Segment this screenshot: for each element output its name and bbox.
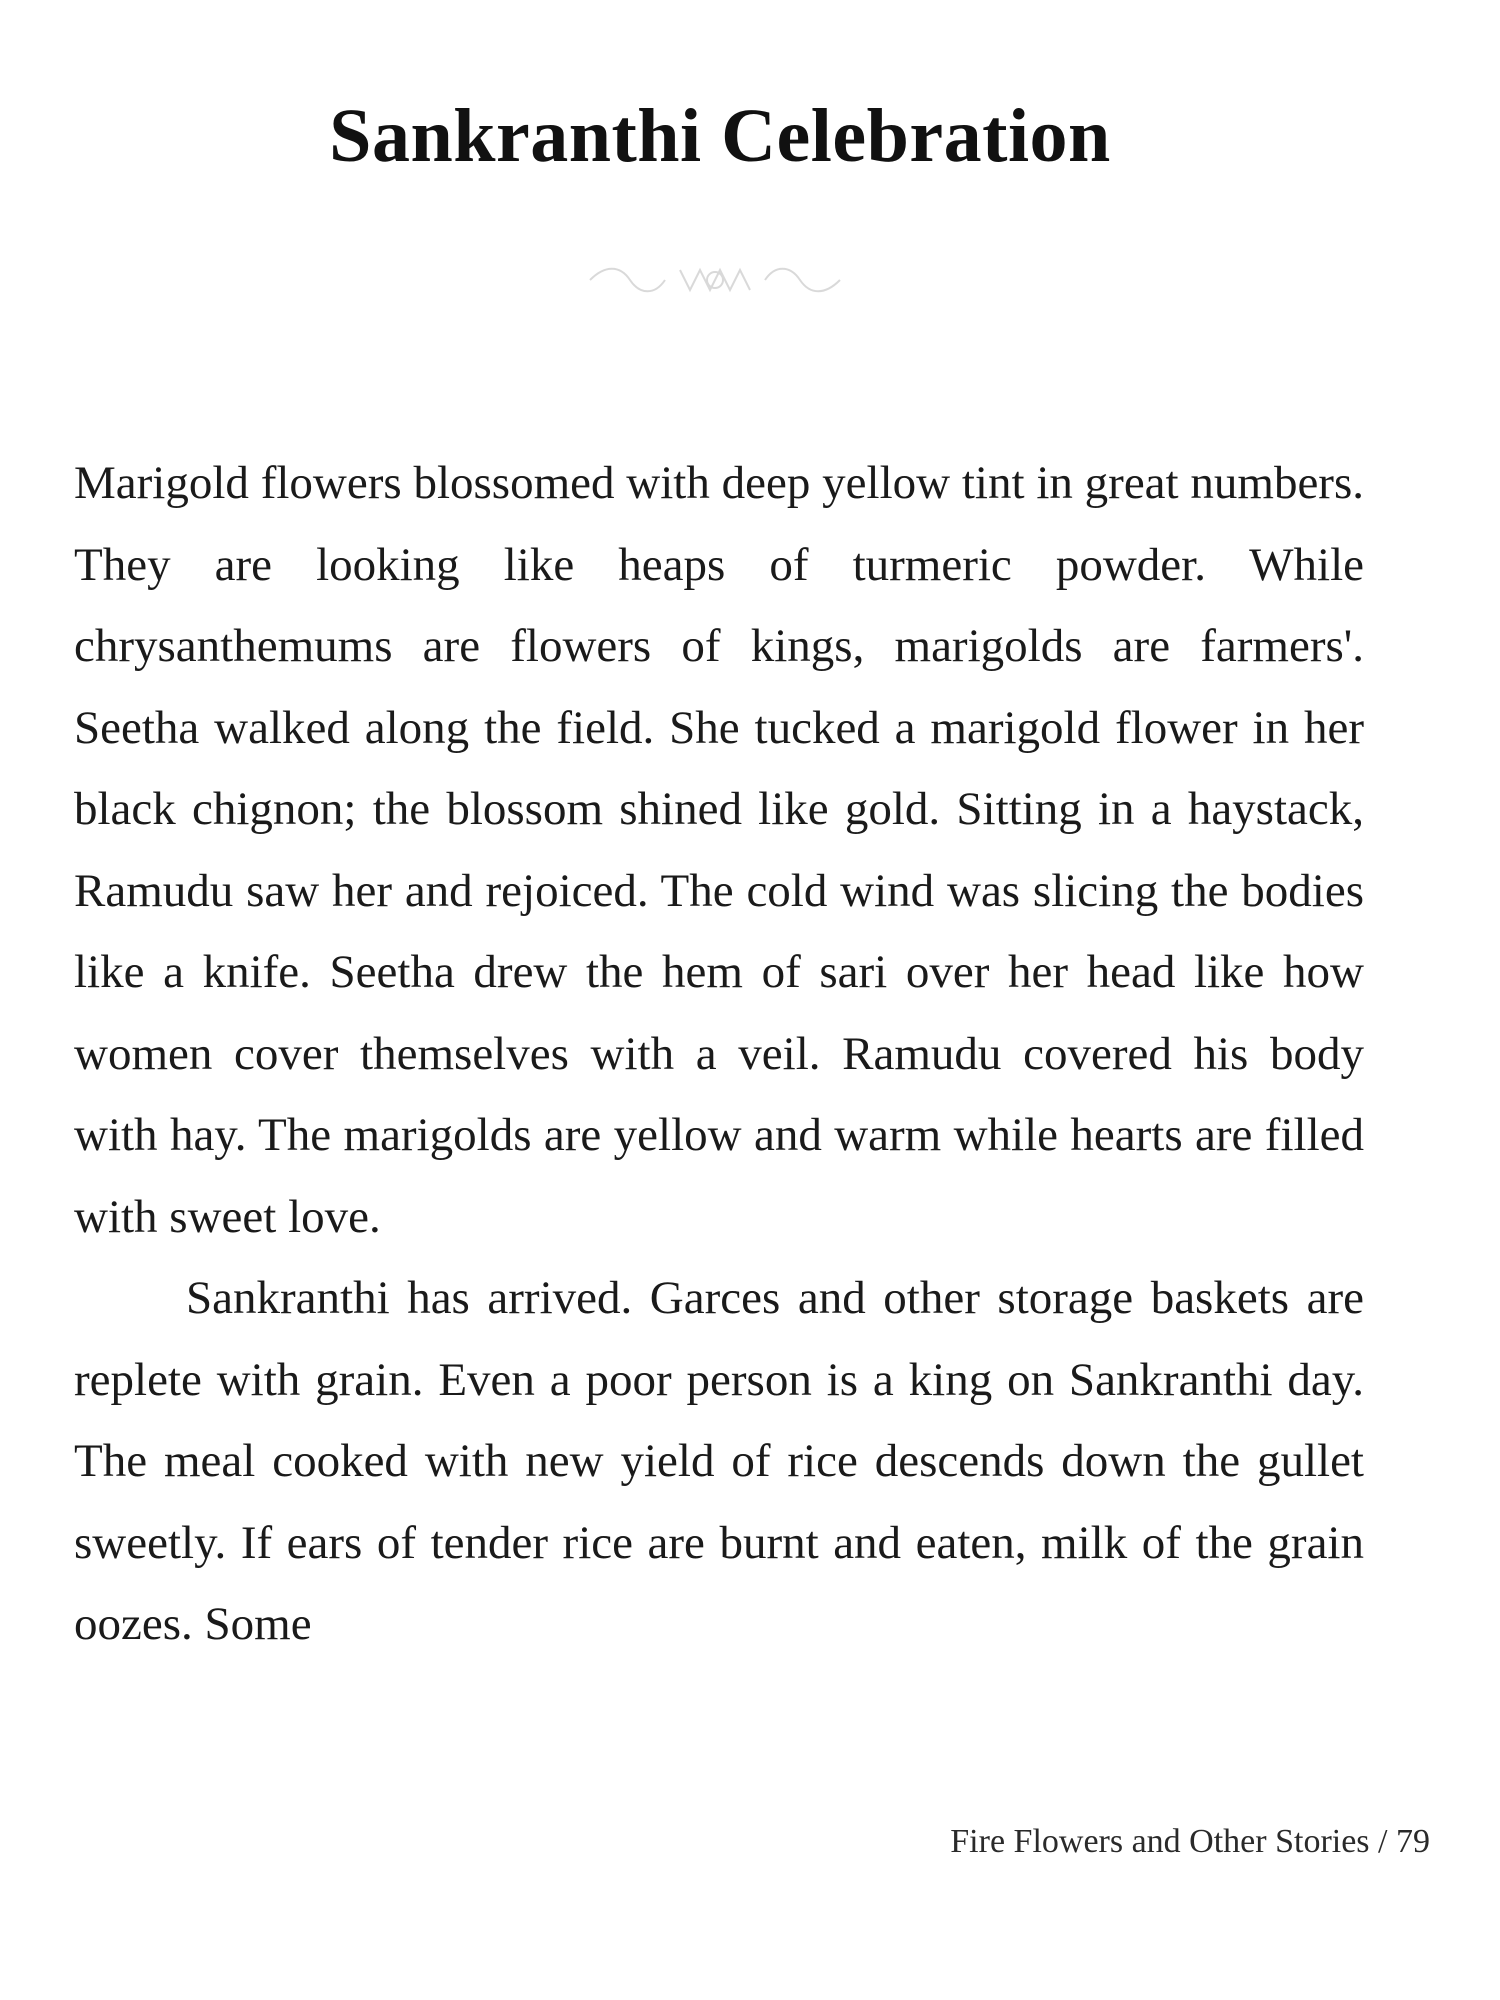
paragraph-2: Sankranthi has arrived. Garces and other storage baskets are replete with grain. Even a poor person is a king on Sankranthi day. The meal cooked with new yield of rice descends down the gullet sweetly. If ears of tender rice are burnt and eaten, milk of the grain oozes. Some: [74, 1272, 1364, 1650]
page-number: 79: [1396, 1823, 1430, 1860]
story-text: [74, 443, 1364, 1666]
paragraph-1: Marigold flowers blossomed with deep yellow tint in great numbers. They are looking like heaps of turmeric powder. While chrysanthemums are flowers of kings, marigolds are farmers'. Seetha walked along the field. She tucked a marigold flower in her black chignon; the blossom shined like gold. Sitting in a haystack, Ramudu saw her and rejoiced. The cold wind was slicing the bodies like a knife. Seetha drew the hem of sari over her head like how women cover themselves with a veil. Ramudu covered his body with hay. The marigolds are yellow and warm while hearts are filled with sweet love.: [74, 457, 1364, 1243]
chapter-title: Sankranthi Celebration: [329, 94, 1111, 178]
decorative-ornament: [585, 255, 845, 305]
footer-separator: /: [1369, 1823, 1396, 1860]
book-title: Fire Flowers and Other Stories: [950, 1823, 1370, 1860]
page-footer: [950, 1820, 1430, 1864]
